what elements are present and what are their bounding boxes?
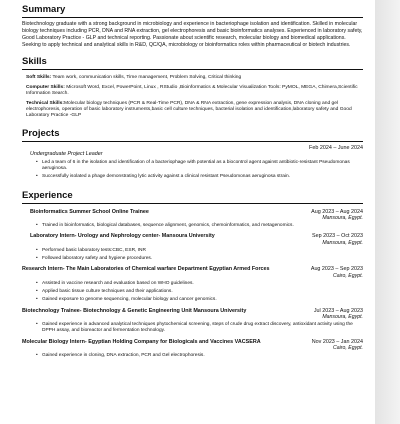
experience-date: Aug 2023 – Aug 2024 bbox=[311, 208, 363, 215]
experience-title: Bioinformatics Summer School Online Trainee bbox=[30, 208, 149, 215]
experience-date: Nov 2023 – Jan 2024 bbox=[311, 338, 363, 345]
skill-label: Soft Skills: bbox=[26, 75, 52, 81]
projects-section bbox=[22, 128, 363, 181]
experience-bullet: • Gained exposure to genome sequencing, molecular biology and cancer genomics. bbox=[36, 297, 363, 303]
experience-location: Mansoura, Egypt. bbox=[322, 314, 363, 321]
skill-entry bbox=[26, 101, 363, 120]
experience-bullets bbox=[22, 248, 363, 262]
summary-section bbox=[22, 4, 363, 49]
experience-bullet: • Applied basic tissue culture techniques and their applications. bbox=[36, 289, 363, 295]
experience-title: Research Intern- The Main Laboratories of Chemical warfare Department Egyptian Armed Forces bbox=[22, 266, 270, 273]
experience-header bbox=[22, 339, 363, 346]
experience-bullet: • Performed basic laboratory tests:CBC, ESR, INR bbox=[36, 248, 363, 254]
skill-text: Molecular biology techniques (PCR & Real-Time PCR), DNA & RNA extraction, gene expression analysis, DNA cloning and gel electrophoresis, operation of basic laboratory instruments,basic cell culture techniques, bacterial isolation and identification,laboratory safety and Good Laboratory Practice -GLP bbox=[26, 100, 352, 119]
experience-location: Mansoura, Egypt. bbox=[322, 215, 363, 222]
projects-list bbox=[22, 145, 363, 181]
project-role: Undergraduate Project Leader bbox=[30, 151, 103, 158]
skill-label: Computer Skills: bbox=[26, 84, 65, 90]
experience-header bbox=[22, 308, 363, 315]
experience-title: Laboratory Intern- Urology and Nephrology center- Mansoura University bbox=[30, 233, 215, 240]
skill-text: Microsoft Word, Excel, PowerPoint, Linux , RStudio ,Bioinformatics & Molecular Visualization Tools: PyMOL, MEGA, Chimera,Scientific Information Search. bbox=[26, 84, 358, 97]
experience-bullets bbox=[22, 322, 363, 334]
experience-bullet: • Gained experience in advanced analytical techniques phytochemical screening, steps of crude drug extract discovery, antioxidant activity using the DPPH assay, and bioreactor and fermentation technology. bbox=[36, 322, 363, 334]
experience-bullets bbox=[22, 281, 363, 304]
experience-bullet: • Followed laboratory safety and hygiene procedures. bbox=[36, 256, 363, 262]
skills-list bbox=[22, 75, 363, 119]
projects-divider bbox=[22, 141, 363, 142]
experience-bullets bbox=[22, 223, 363, 229]
experience-bullets bbox=[22, 353, 363, 359]
experience-bullet: • Trained in bioinformatics, biological databases, sequence alignment, genomics, chemoinformatics, and metagenomics. bbox=[36, 223, 363, 229]
project-bullets bbox=[22, 160, 363, 181]
experience-divider bbox=[22, 203, 363, 204]
summary-heading: Summary bbox=[22, 4, 66, 15]
skill-entry bbox=[26, 75, 363, 81]
project-date-row bbox=[22, 145, 363, 152]
experience-location: Cairo, Egypt. bbox=[333, 273, 363, 279]
project-date: Feb 2024 – June 2024 bbox=[309, 144, 363, 151]
skill-label: Technical Skills: bbox=[26, 100, 64, 106]
experience-bullet: • Gained experience in cloning, DNA extraction, PCR and Gel electrophoresis. bbox=[36, 353, 363, 359]
experience-date: Aug 2023 – Sep 2023 bbox=[310, 266, 363, 273]
summary-text: Biotechnology graduate with a strong background in microbiology and experience in bacteriophage isolation and identification. Skilled in molecular biology techniques including PCR, DNA and RNA extraction, gel electrophoresis and basic bioinformatics analyses. Experienced in laboratory safety, Good Laboratory Practice - GLP and technical reporting. Passionate about scientific research, molecular biology and biomedical applications. Seeking to apply technical and analytical skills in R&D, QC/QA, microbiology or bioinformatics roles within pharmaceutical or biotech industries. bbox=[22, 21, 363, 49]
viewer-background bbox=[375, 0, 400, 424]
skills-heading: Skills bbox=[22, 56, 47, 68]
project-bullet: • Successfully isolated a phage demonstrating lytic activity against a clinical resistant Pseudomonas aeruginosa strain. bbox=[36, 174, 363, 180]
experience-header bbox=[22, 266, 363, 273]
experience-location: Cairo, Egypt. bbox=[333, 345, 363, 352]
project-bullet: • Led a team of 6 in the isolation and identification of a bacteriophage with potential as a biocontrol agent against antibiotic-resistant Pseudomonas aeruginosa. bbox=[36, 160, 363, 172]
projects-heading: Projects bbox=[22, 127, 60, 139]
summary-divider bbox=[22, 17, 363, 18]
experience-title: Biotechnology Trainee- Biotechnology & Genetic Engineering Unit Mansoura University bbox=[22, 307, 247, 314]
experience-title: Molecular Biology Intern- Egyptian Holding Company for Biologicals and Vaccines VACSERA bbox=[22, 338, 261, 345]
experience-list bbox=[22, 209, 363, 360]
skills-divider bbox=[22, 69, 363, 70]
experience-location: Mansoura, Egypt. bbox=[322, 240, 363, 246]
skills-section bbox=[22, 56, 363, 119]
experience-header bbox=[22, 209, 363, 216]
experience-date: Jul 2023 – Aug 2023 bbox=[313, 307, 363, 314]
skill-entry bbox=[26, 85, 363, 98]
skill-text: Team work, communication skills, Time management, Problem Solving, Critical thinking bbox=[51, 75, 242, 81]
experience-section bbox=[22, 190, 363, 360]
experience-bullet: • Assisted in vaccine research and evaluation based on WHO guidelines. bbox=[36, 281, 363, 287]
experience-date: Sep 2023 – Oct 2023 bbox=[312, 233, 363, 240]
experience-header bbox=[22, 233, 363, 240]
experience-heading: Experience bbox=[22, 189, 73, 201]
